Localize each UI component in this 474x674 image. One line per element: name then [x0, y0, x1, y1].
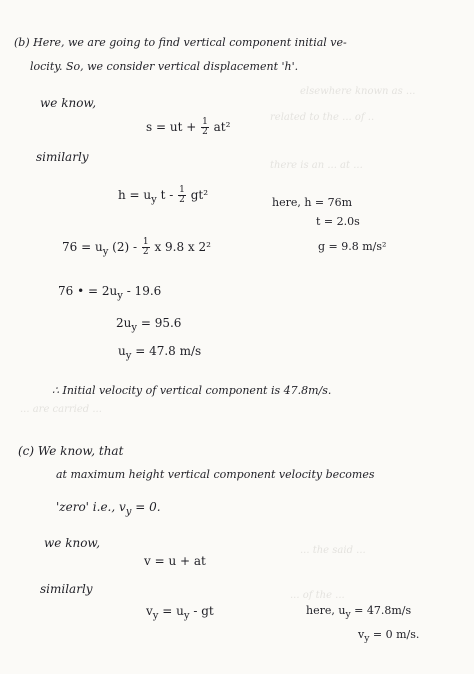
eq-text: s = ut +	[146, 120, 197, 134]
eq-text: = 47.8 m/s	[131, 344, 202, 358]
part-b-line-1: (b) Here, we are going to find vertical component initial ve-	[14, 36, 347, 49]
eq-text: 2u	[116, 316, 132, 330]
bleed-through-text: there is an ... at ...	[270, 160, 363, 171]
bleed-through-text: ... of the ...	[290, 590, 345, 601]
fraction-denominator: 2	[179, 195, 185, 205]
eq-text: - 19.6	[122, 284, 162, 298]
equation-simplified	[58, 284, 161, 303]
given-vy	[358, 628, 419, 646]
eq-text: at²	[213, 120, 231, 134]
eq-text: - gt	[189, 604, 214, 618]
text: = 47.8m/s	[350, 604, 412, 617]
fraction-numerator: 1	[179, 185, 185, 195]
bleed-through-text: related to the ... of ..	[270, 112, 375, 123]
similarly-label: similarly	[36, 150, 89, 164]
we-know-label: we know,	[40, 96, 97, 110]
fraction	[201, 118, 209, 137]
similarly-label: similarly	[40, 582, 93, 596]
given-time: t = 2.0s	[316, 215, 360, 228]
subscript: y	[125, 506, 132, 518]
bleed-through-text: elsewhere known as ...	[300, 86, 416, 97]
bleed-through-text: ... are carried ...	[20, 404, 102, 415]
eq-text: 76 • = 2u	[58, 284, 118, 298]
subscript: y	[151, 194, 157, 206]
given-height: here, h = 76m	[272, 196, 353, 209]
eq-text: v	[146, 604, 153, 618]
equation-velocity: v = u + at	[144, 554, 206, 568]
subscript: y	[102, 246, 109, 258]
subscript: y	[345, 609, 351, 621]
fraction	[178, 186, 186, 205]
we-know-label: we know,	[44, 536, 101, 550]
text: v	[358, 628, 365, 641]
given-uy	[306, 604, 411, 622]
eq-text: gt²	[190, 188, 209, 202]
part-c-line-3	[56, 500, 161, 519]
subscript: y	[183, 610, 190, 622]
fraction-numerator: 1	[142, 237, 149, 247]
bleed-through-text: ... the said ...	[300, 545, 366, 556]
fraction-denominator: 2	[142, 247, 149, 257]
text: 'zero' i.e., v	[56, 500, 126, 514]
eq-text: u	[118, 344, 126, 358]
eq-text: = u	[158, 604, 184, 618]
text: = 0.	[131, 500, 161, 514]
eq-text: t -	[160, 188, 174, 202]
part-c-line-1: (c) We know, that	[18, 444, 124, 458]
eq-text: h = u	[118, 188, 152, 202]
fraction-numerator: 1	[202, 117, 208, 127]
given-gravity: g = 9.8 m/s²	[318, 240, 387, 253]
text: here, u	[306, 604, 346, 617]
eq-text: 76 = u	[62, 240, 103, 254]
eq-text: x 9.8 x 2²	[154, 240, 211, 254]
equation-2uy	[116, 316, 181, 335]
eq-text: (2) -	[112, 240, 138, 254]
part-c-line-2: at maximum height vertical component velocity becomes	[56, 468, 375, 481]
subscript: y	[364, 633, 370, 645]
subscript: y	[117, 290, 123, 302]
text: = 0 m/s.	[369, 628, 420, 641]
part-b-line-2: locity. So, we consider vertical displacement 'h'.	[30, 60, 299, 73]
equation-uy-result	[118, 344, 201, 363]
eq-text: = 95.6	[137, 316, 182, 330]
equation-vertical-velocity	[146, 604, 214, 623]
subscript: y	[152, 610, 159, 622]
fraction	[142, 238, 150, 257]
equation-substitution	[62, 238, 211, 259]
equation-displacement	[146, 118, 230, 137]
equation-vertical-height	[118, 186, 208, 207]
subscript: y	[125, 350, 132, 362]
fraction-denominator: 2	[202, 127, 208, 137]
part-b-conclusion: ∴ Initial velocity of vertical component is 47.8m/s.	[52, 384, 332, 397]
subscript: y	[131, 322, 138, 334]
